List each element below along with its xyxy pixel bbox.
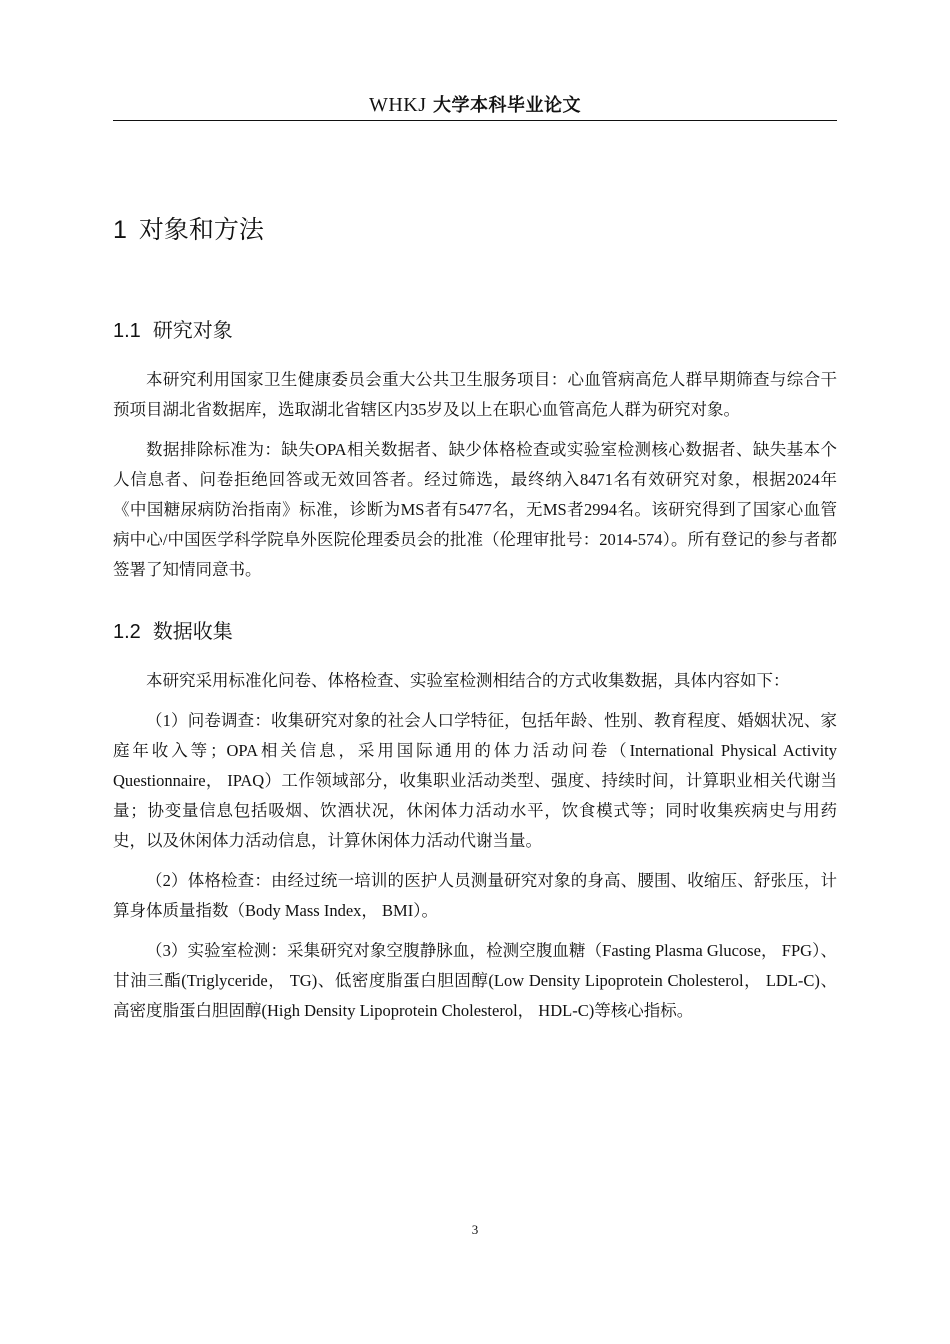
header-school-code: WHKJ [368,94,427,116]
subsection-number: 1.2 [113,621,141,643]
spacer [113,595,837,611]
paragraph: （3）实验室检测：采集研究对象空腹静脉血，检测空腹血糖（Fasting Plasma Glucose， FPG）、甘油三酯(Triglyceride， TG)、低密度脂蛋白胆固醇(Low Density Lipoprotein Cholesterol， LDL-C)、高密度脂蛋白胆固醇(High Density Lipoprotein Cholesterol， HDL-C)等核心指标。 [113,941,837,1020]
subsection-number: 1.1 [113,320,141,342]
subsection-heading-1-1 [113,310,837,351]
subsection-heading-1-2 [113,611,837,652]
subsection-title: 数据收集 [152,619,233,643]
section-number: 1 [113,216,127,244]
paragraph: 本研究采用标准化问卷、体格检查、实验室检测相结合的方式收集数据，具体内容如下： [146,671,790,690]
subsection-title: 研究对象 [152,318,233,342]
paragraph: 数据排除标准为：缺失OPA相关数据者、缺少体格检查或实验室检测核心数据者、缺失基本个人信息者、问卷拒绝回答或无效回答者。经过筛选，最终纳入8471名有效研究对象，根据2024年《中国糖尿病防治指南》标准，诊断为MS者有5477名，无MS者2994名。该研究得到了国家心血管病中心/中国医学科学院阜外医院伦理委员会的批准（伦理审批号：2014-574）。所有登记的参与者都签署了知情同意书。 [113,440,837,579]
section-title: 对象和方法 [138,215,264,244]
header-thesis-title: 大学本科毕业论文 [433,95,582,116]
header-rule [113,120,837,121]
section-heading [113,200,837,260]
paragraph: （2）体格检查：由经过统一培训的医护人员测量研究对象的身高、腰围、收缩压、舒张压，计算身体质量指数（Body Mass Index， BMI）。 [113,871,837,920]
page-body [113,200,837,1036]
page-number: 3 [471,1222,479,1237]
paragraph: （1）问卷调查：收集研究对象的社会人口学特征，包括年龄、性别、教育程度、婚姻状况、家庭年收入等；OPA相关信息，采用国际通用的体力活动问卷（International Physical Activity Questionnaire， IPAQ）工作领域部分，收集职业活动类型、强度、持续时间，计算职业相关代谢当量；协变量信息包括吸烟、饮酒状况，休闲体力活动水平，饮食模式等；同时收集疾病史与用药史，以及休闲体力活动信息，计算休闲体力活动代谢当量。 [113,711,837,850]
paragraph: 本研究利用国家卫生健康委员会重大公共卫生服务项目：心血管病高危人群早期筛查与综合干预项目湖北省数据库，选取湖北省辖区内35岁及以上在职心血管高危人群为研究对象。 [113,370,837,419]
running-header [113,92,837,119]
